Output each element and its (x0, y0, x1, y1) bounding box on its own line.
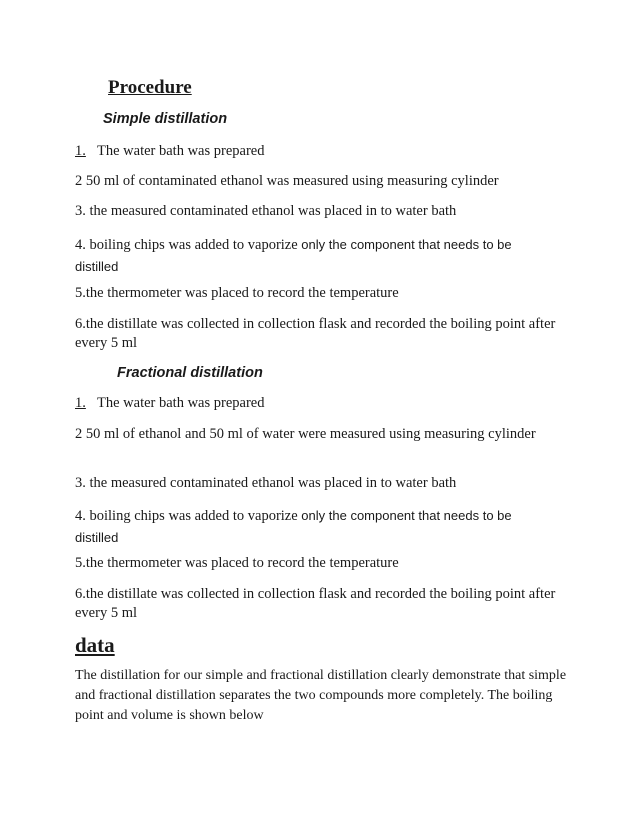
fractional-step-4-part-a: 4. boiling chips was added to vaporize (75, 508, 298, 524)
simple-distillation-heading: Simple distillation (103, 111, 228, 127)
simple-step-1-text: The water bath was prepared (97, 143, 265, 159)
fractional-step-4-part-b: only the component that needs to be (297, 508, 512, 523)
data-heading: data (75, 633, 115, 657)
fractional-step-6: 6.the distillate was collected in collection flask and recorded the boiling point after every 5 ml (75, 586, 556, 621)
simple-step-3: 3. the measured contaminated ethanol was placed in to water bath (75, 203, 457, 219)
fractional-step-1-number: 1. (75, 395, 86, 411)
fractional-step-5: 5.the thermometer was placed to record the temperature (75, 555, 399, 571)
fractional-step-1-text: The water bath was prepared (97, 395, 265, 411)
fractional-step-2: 2 50 ml of ethanol and 50 ml of water were measured using measuring cylinder (75, 426, 536, 442)
procedure-title: Procedure (108, 77, 192, 98)
simple-step-5: 5.the thermometer was placed to record the temperature (75, 285, 399, 301)
fractional-step-4-part-c: distilled (75, 530, 119, 545)
fractional-step-4 (75, 505, 565, 549)
simple-step-1-number: 1. (75, 143, 86, 159)
simple-step-4-part-c: distilled (75, 259, 119, 274)
fractional-step-1 (75, 395, 264, 412)
simple-step-4 (75, 234, 565, 278)
simple-step-4-part-b: only the component that needs to be (297, 237, 512, 252)
simple-step-4-part-a: 4. boiling chips was added to vaporize (75, 237, 298, 253)
simple-step-2: 2 50 ml of contaminated ethanol was measured using measuring cylinder (75, 173, 499, 189)
data-paragraph: The distillation for our simple and fractional distillation clearly demonstrate that simple and fractional distillation separates the two compounds more completely. The boiling point and volume is shown below (75, 668, 567, 723)
simple-step-6: 6.the distillate was collected in collection flask and recorded the boiling point after every 5 ml (75, 316, 556, 351)
simple-step-1 (75, 143, 264, 160)
fractional-distillation-heading: Fractional distillation (117, 365, 263, 381)
fractional-step-3: 3. the measured contaminated ethanol was placed in to water bath (75, 475, 457, 491)
